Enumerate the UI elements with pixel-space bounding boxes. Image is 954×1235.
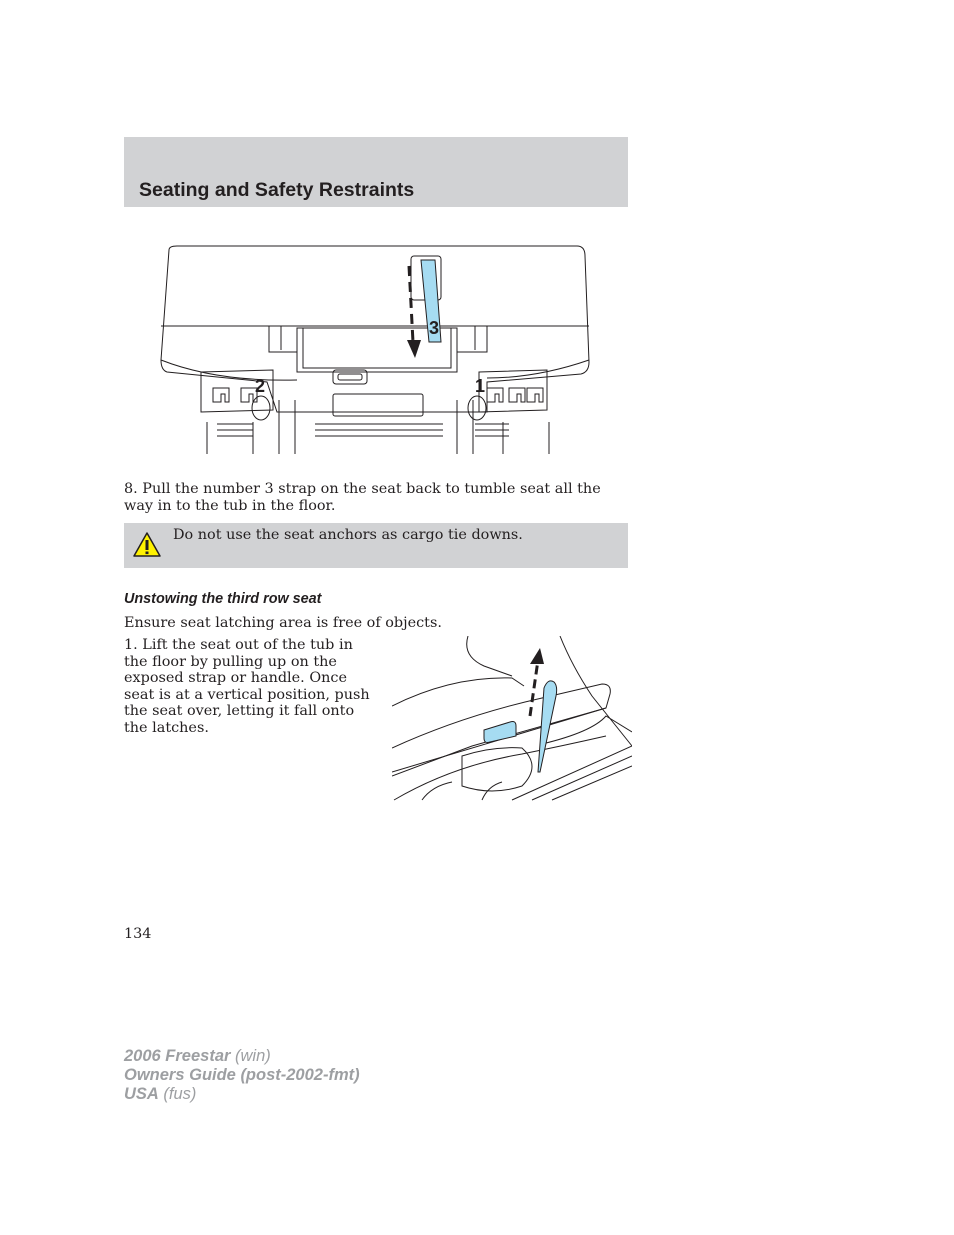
footer-market: USA (124, 1085, 159, 1103)
warning-box (124, 523, 628, 568)
document-footer (124, 1047, 360, 1104)
footer-market-code: (fus) (158, 1085, 197, 1103)
footer-model-code: (win) (230, 1047, 271, 1065)
section-title: Seating and Safety Restraints (139, 179, 415, 201)
footer-guide: Owners Guide (post-2002-fmt) (124, 1066, 360, 1084)
section-heading: Unstowing the third row seat (124, 591, 322, 607)
step-8-text: 8. Pull the number 3 strap on the seat back to tumble seat all the way in to the tub in the floor. (124, 481, 601, 514)
step-1-text: 1. Lift the seat out of the tub in the floor by pulling up on the exposed strap or handle. Once seat is at a vertical position, push the seat over, letting it fall onto the latches. (124, 637, 370, 736)
page-number: 134 (124, 926, 152, 942)
seat-unstow-illustration (392, 636, 632, 802)
strap-label: 3 (429, 318, 440, 338)
warning-icon (132, 531, 162, 558)
latch-label-left: 2 (255, 376, 266, 396)
warning-text: Do not use the seat anchors as cargo tie downs. (173, 527, 523, 543)
seat-rear-illustration (157, 242, 597, 454)
intro-text: Ensure seat latching area is free of objects. (124, 615, 442, 631)
footer-model: 2006 Freestar (124, 1047, 231, 1065)
latch-label-right: 1 (475, 376, 486, 396)
section-header-bar (124, 137, 628, 207)
